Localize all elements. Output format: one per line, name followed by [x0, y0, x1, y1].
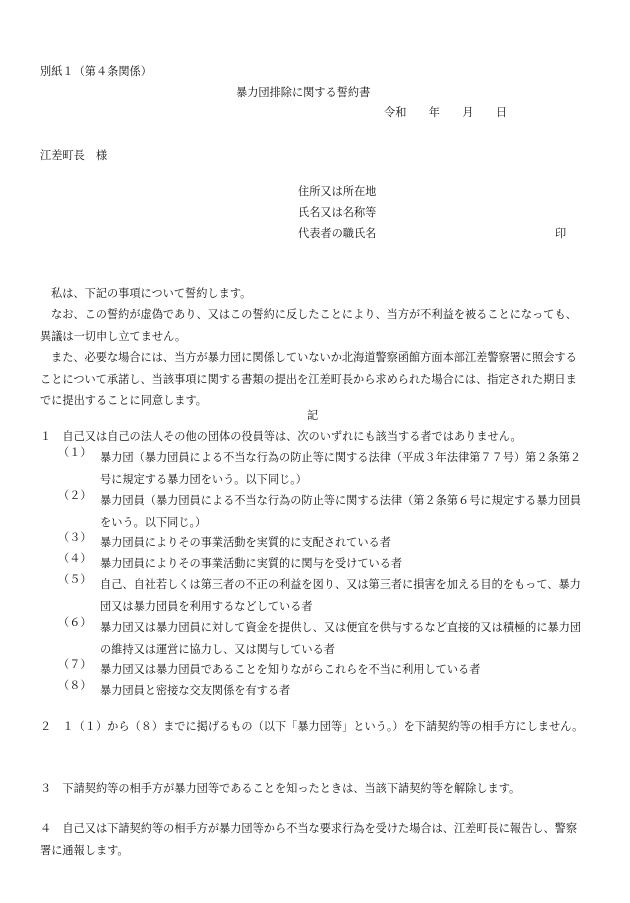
sub-item-number: （６）	[58, 616, 92, 629]
seal-label: 印	[555, 227, 567, 240]
item-2: ２ １（１）から（８）までに掲げるもの（以下「暴力団等」という。）を下請契約等の相手方にしません。	[40, 720, 584, 733]
address-label: 住所又は所在地	[298, 185, 377, 198]
sub-item-text: 暴力団員と密接な交友関係を有する者	[100, 684, 291, 697]
date-line: 令和 年 月 日	[384, 106, 508, 119]
sub-item-text: 暴力団員によりその事業活動に実質的に関与を受けている者	[100, 557, 403, 570]
sub-item-text: 暴力団又は暴力団員に対して資金を提供し、又は便宜を供与するなど直接的又は積極的に暴力団の維持又は運営に協力し、又は関与している者	[100, 621, 582, 656]
item-3: ３ 下請契約等の相手方が暴力団等であることを知ったときは、当該下請契約等を解除します。	[40, 782, 521, 795]
sub-item-text: 暴力団員によりその事業活動を実質的に支配されている者	[100, 536, 391, 549]
sub-item-number: （７）	[58, 658, 92, 671]
sub-item-text: 自己、自社若しくは第三者の不正の利益を図り、又は第三者に損害を加える目的をもって、暴力団又は暴力団員を利用するなどしている者	[100, 578, 581, 613]
sub-item-number: （３）	[58, 531, 92, 544]
sub-item-number: （４）	[58, 552, 92, 565]
ki-heading: 記	[307, 409, 319, 422]
representative-label: 代表者の職氏名	[298, 227, 377, 240]
document-title: 暴力団排除に関する誓約書	[236, 86, 371, 99]
sub-item-text: 暴力団員（暴力団員による不当な行為の防止等に関する法律（第２条第６号に規定する暴力団員をいう。以下同じ。）	[100, 494, 582, 529]
name-label: 氏名又は名称等	[298, 206, 377, 219]
sub-item-number: （１）	[58, 446, 92, 459]
attachment-label: 別紙１（第４条関係）	[40, 65, 152, 78]
sub-item-number: （８）	[58, 679, 92, 692]
sub-item-text: 暴力団又は暴力団員であることを知りながらこれらを不当に利用している者	[100, 663, 481, 676]
item-1: １ 自己又は自己の法人その他の団体の役員等は、次のいずれにも該当する者ではありません。	[40, 430, 522, 443]
paragraph-consent: また、必要な場合には、当方が暴力団に関係していないか北海道警察函館方面本部江差警察署に照会することについて承諾し、当該事項に関する書類の提出を江差町長から求められた場合には、指定された期日までに提出することに同意します。	[40, 351, 577, 407]
paragraph-disclaimer: なお、この誓約が虚偽であり、又はこの誓約に反したことにより、当方が不利益を被ることになっても、異議は一切申し立てません。	[40, 308, 577, 343]
sub-item-text: 暴力団（暴力団員による不当な行為の防止等に関する法律（平成３年法律第７７号）第２条第２号に規定する暴力団をいう。以下同じ。）	[100, 451, 582, 486]
item-4: ４ 自己又は下請契約等の相手方が暴力団等から不当な要求行為を受けた場合は、江差町長に報告し、警察署に通報します。	[40, 822, 578, 857]
sub-item-number: （５）	[58, 573, 92, 586]
addressee: 江差町長 様	[40, 149, 108, 162]
paragraph-intro: 私は、下記の事項について誓約します。	[51, 287, 252, 300]
sub-item-number: （２）	[58, 489, 92, 502]
